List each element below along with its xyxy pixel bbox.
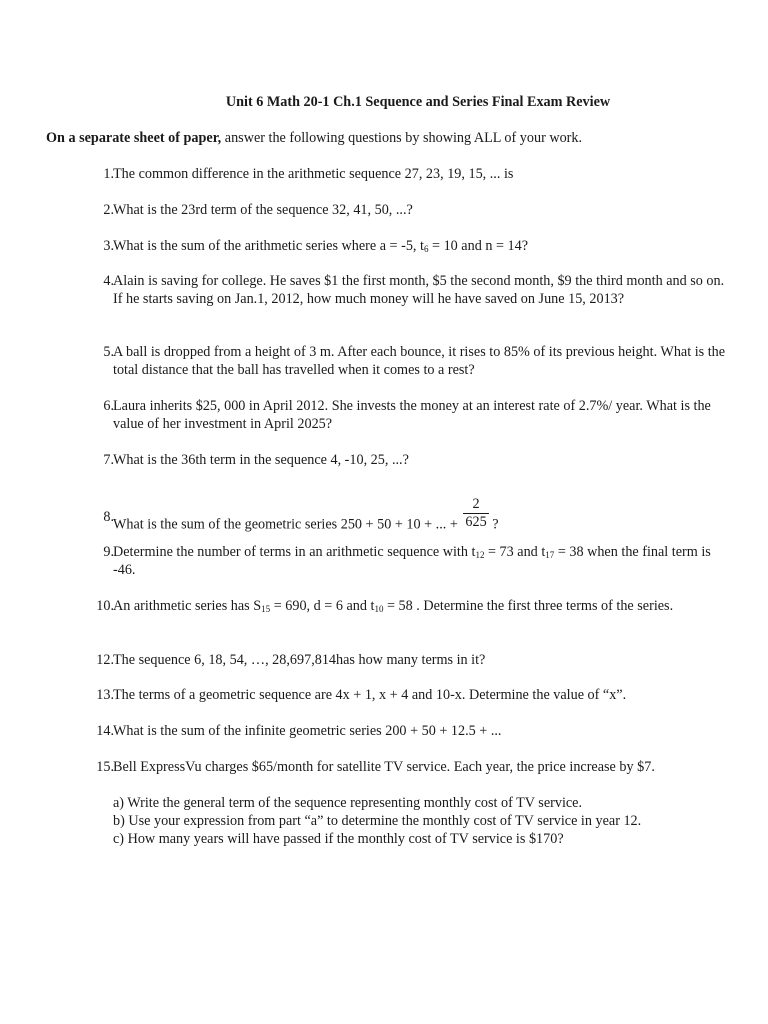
question-number: 2.	[103, 202, 114, 218]
question-text: Bell ExpressVu charges $65/month for satellite TV service. Each year, the price increase by $7.	[113, 759, 655, 775]
question-number: 13.	[96, 687, 114, 703]
question-number: 12.	[96, 652, 114, 668]
question-number: 14.	[96, 723, 114, 739]
instructions-text: answer the following questions by showing ALL of your work.	[221, 130, 583, 146]
question-number: 9.	[103, 544, 114, 560]
question-text: The common difference in the arithmetic sequence 27, 23, 19, 15, ... is	[113, 166, 514, 182]
page-title: Unit 6 Math 20-1 Ch.1 Sequence and Series Final Exam Review	[225, 94, 611, 110]
fraction-numerator: 2	[472, 496, 480, 512]
question-number: 6.	[103, 398, 114, 414]
question-text: What is the sum of the arithmetic series where a = -5, $t_6 = 10$ and n = 14?	[113, 238, 529, 254]
part-b: b) Use your expression from part “a” to determine the monthly cost of TV service in year 12.	[113, 813, 642, 829]
question-text: A ball is dropped from a height of 3 m. After each bounce, it rises to 85% of its previous height. What is the total distance that the ball has travelled when it comes to a rest?	[113, 344, 726, 378]
instructions	[46, 129, 746, 147]
question-text: An arithmetic series has $S_{15} = 690$, d = 6 and $t_{10} = 58$ . Determine the first three terms of the series.	[113, 598, 674, 614]
instructions-bold: On a separate sheet of paper,	[46, 130, 222, 146]
fraction	[463, 496, 488, 530]
question-number: 7.	[103, 452, 114, 468]
question-text: The sequence 6, 18, 54, …, 28,697,814has how many terms in it?	[113, 652, 486, 668]
question-number: 4.	[103, 273, 114, 289]
question-15-parts	[113, 794, 733, 848]
question-text: Laura inherits $25, 000 in April 2012. She invests the money at an interest rate of 2.7%/ year. What is the value of her investment in April 2025?	[113, 398, 711, 432]
question-text: Determine the number of terms in an arithmetic sequence with $t_{12} = 73$ and $t_{17} = 38$ when the final term is -46.	[113, 544, 711, 578]
question-text: What is the sum of the geometric series 250 + 50 + 10 + ... + $\frac{2}{625}$ ?	[113, 496, 499, 533]
question-text: What is the 36th term in the sequence 4, -10, 25, ...?	[113, 452, 409, 468]
question-text: What is the sum of the infinite geometric series 200 + 50 + 12.5 + ...	[113, 723, 502, 739]
question-number: 1.	[103, 166, 114, 182]
question-number: 10.	[96, 598, 114, 614]
part-c: c) How many years will have passed if the monthly cost of TV service is $170?	[113, 831, 564, 847]
fraction-denominator: 625	[465, 514, 487, 530]
part-a: a) Write the general term of the sequence representing monthly cost of TV service.	[113, 795, 583, 811]
question-number: 15.	[96, 759, 114, 775]
question-number: 3.	[103, 238, 114, 254]
question-number: 5.	[103, 344, 114, 360]
question-number: 8.	[103, 509, 114, 525]
question-text: The terms of a geometric sequence are 4x + 1, x + 4 and 10-x. Determine the value of “x”.	[113, 687, 627, 703]
question-text: What is the 23rd term of the sequence 32, 41, 50, ...?	[113, 202, 413, 218]
question-text: Alain is saving for college. He saves $1 the first month, $5 the second month, $9 the third month and so on. If he starts saving on Jan.1, 2012, how much money will he have saved on June 15, 2013?	[113, 273, 725, 307]
